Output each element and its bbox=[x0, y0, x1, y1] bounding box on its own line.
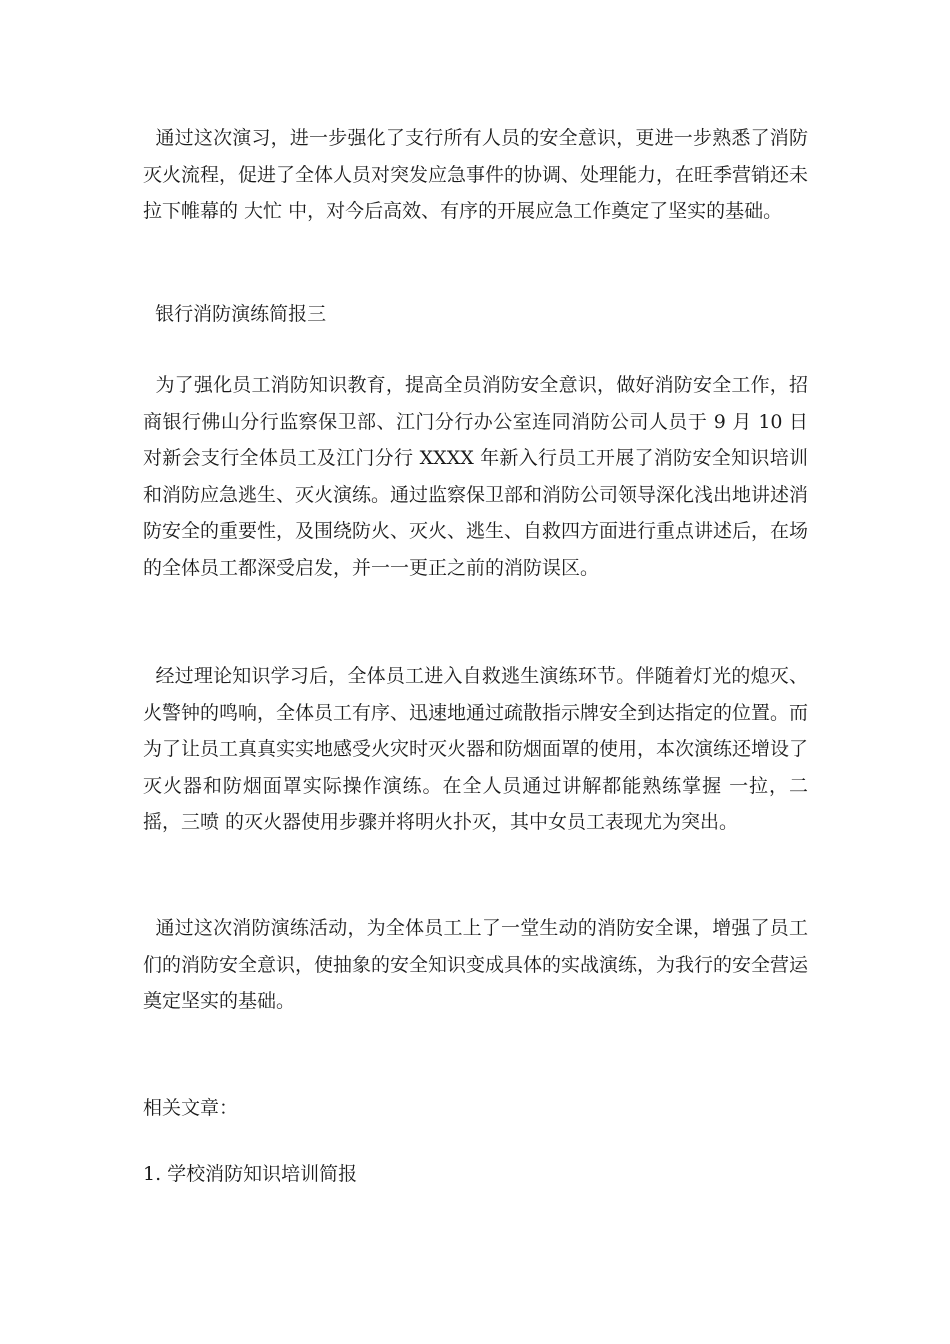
related-articles-title: 相关文章： bbox=[143, 1097, 239, 1119]
paragraph-escape-drill: 经过理论知识学习后，全体员工进入自救逃生演练环节。伴随着灯光的熄灭、火警钟的鸣响，全体员工有序、迅速地通过疏散指示牌安全到达指定的位置。而为了让员工真真实实地感受火灾时灭火器和防烟面罩的使用，本次演练还增设了灭火器和防烟面罩实际操作演练。在全人员通过讲解都能熟练掌握 一拉，二摇，三喷 的灭火器使用步骤并将明火扑灭，其中女员工表现尤为突出。 bbox=[143, 665, 809, 833]
related-article-link[interactable]: 1. 学校消防知识培训简报 bbox=[143, 1163, 358, 1185]
section-heading: 银行消防演练简报三 bbox=[143, 303, 327, 325]
paragraph-drill-summary: 通过这次演习，进一步强化了支行所有人员的安全意识，更进一步熟悉了消防灭火流程，促进了全体人员对突发应急事件的协调、处理能力，在旺季营销还未拉下帷幕的 大忙 中，对今后高效、有序的开展应急工作奠定了坚实的基础。 bbox=[143, 127, 809, 222]
paragraph-training-intro: 为了强化员工消防知识教育，提高全员消防安全意识，做好消防安全工作，招商银行佛山分行监察保卫部、江门分行办公室连同消防公司人员于 9 月 10 日对新会支行全体员工及江门分行 XXXX 年新入行员工开展了消防安全知识培训和消防应急逃生、灭火演练。通过监察保卫部和消防公司领导深化浅出地讲述消防安全的重要性，及围绕防火、灭火、逃生、自救四方面进行重点讲述后，在场的全体员工都深受启发，并一一更正之前的消防误区。 bbox=[143, 374, 809, 579]
paragraph-conclusion: 通过这次消防演练活动，为全体员工上了一堂生动的消防安全课，增强了员工们的消防安全意识，使抽象的安全知识变成具体的实战演练，为我行的安全营运奠定坚实的基础。 bbox=[143, 917, 809, 1012]
